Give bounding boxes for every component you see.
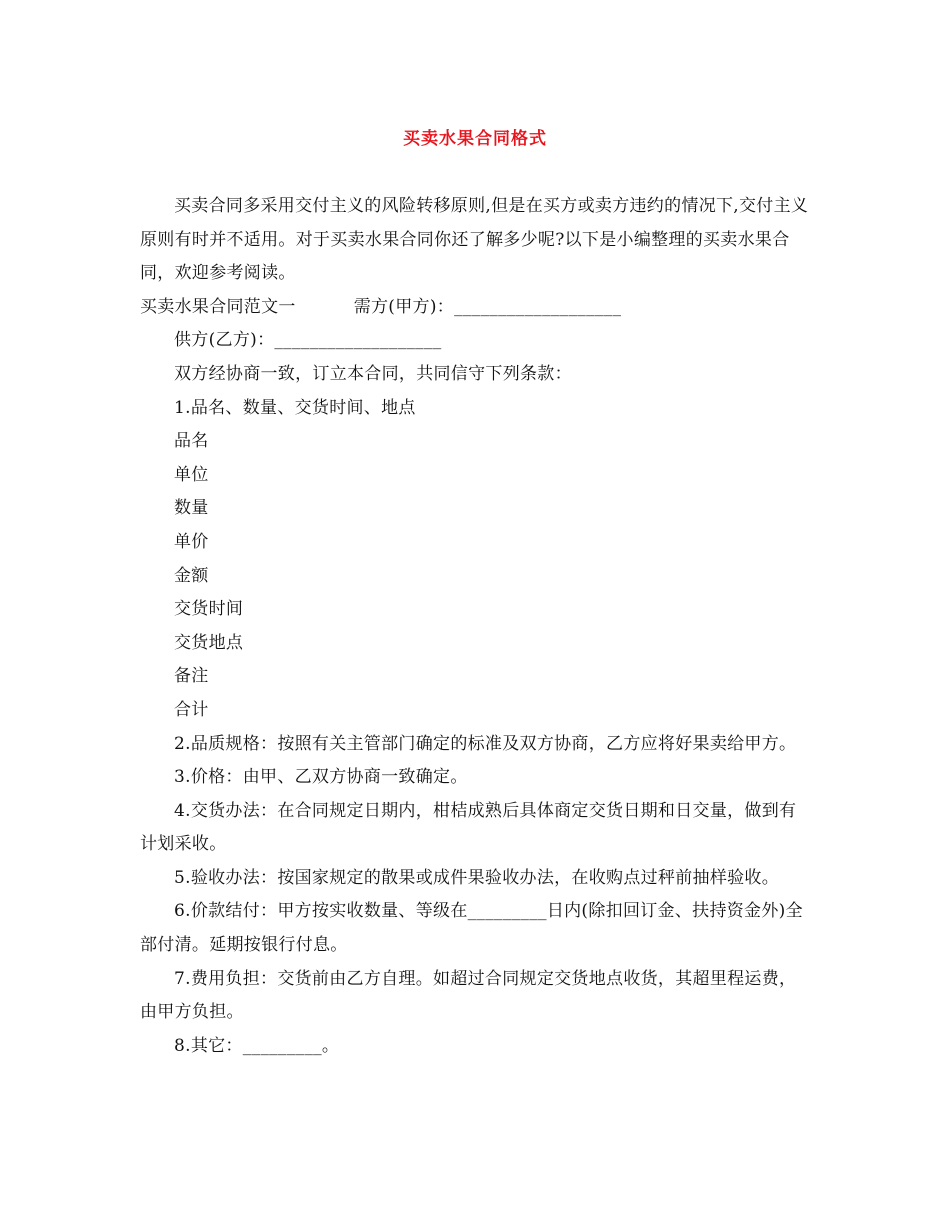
document-body (140, 190, 812, 1063)
clause-4: 4.交货办法：在合同规定日期内，柑桔成熟后具体商定交货日期和日交量，做到有计划采收。 (140, 800, 797, 855)
table-field-item: 品名 (174, 431, 209, 452)
table-field-item: 金额 (174, 565, 209, 586)
sample-heading: 买卖水果合同范文一 (140, 296, 296, 317)
clause-3: 3.价格：由甲、乙双方协商一致确定。 (174, 767, 468, 788)
table-field-item: 交货时间 (174, 599, 244, 620)
table-field-item: 交货地点 (174, 632, 244, 653)
table-field-item: 合计 (174, 699, 209, 720)
clause-2: 2.品质规格：按照有关主管部门确定的标准及双方协商，乙方应将好果卖给甲方。 (174, 733, 797, 754)
document-title: 买卖水果合同格式 (403, 129, 547, 149)
table-field-item: 数量 (174, 498, 209, 519)
clause-6: 6.价款结付：甲方按实收数量、等级在_________日内(除扣回订金、扶持资金外)全部付清。延期按银行付息。 (140, 901, 803, 956)
intro-paragraph: 买卖合同多采用交付主义的风险转移原则,但是在买方或卖方违约的情况下,交付主义原则有时并不适用。对于买卖水果合同你还了解多少呢?以下是小编整理的买卖水果合同，欢迎参考阅读。 (140, 196, 809, 284)
table-field-item: 单位 (174, 464, 209, 485)
clause-8: 8.其它：_________。 (174, 1035, 340, 1056)
clause-1-heading: 1.品名、数量、交货时间、地点 (174, 397, 416, 418)
sample-heading-line (140, 291, 812, 325)
clause-5: 5.验收办法：按国家规定的散果或成件果验收办法，在收购点过秤前抽样验收。 (174, 867, 780, 888)
seller-line: 供方(乙方)：___________________ (174, 330, 442, 351)
clause-7: 7.费用负担：交货前由乙方自理。如超过合同规定交货地点收货，其超里程运费，由甲方负担。 (140, 968, 797, 1023)
agreement-line: 双方经协商一致，订立本合同，共同信守下列条款： (174, 363, 572, 384)
table-field-item: 备注 (174, 666, 209, 687)
buyer-line: 需方(甲方)：___________________ (353, 296, 622, 317)
table-field-item: 单价 (174, 531, 209, 552)
